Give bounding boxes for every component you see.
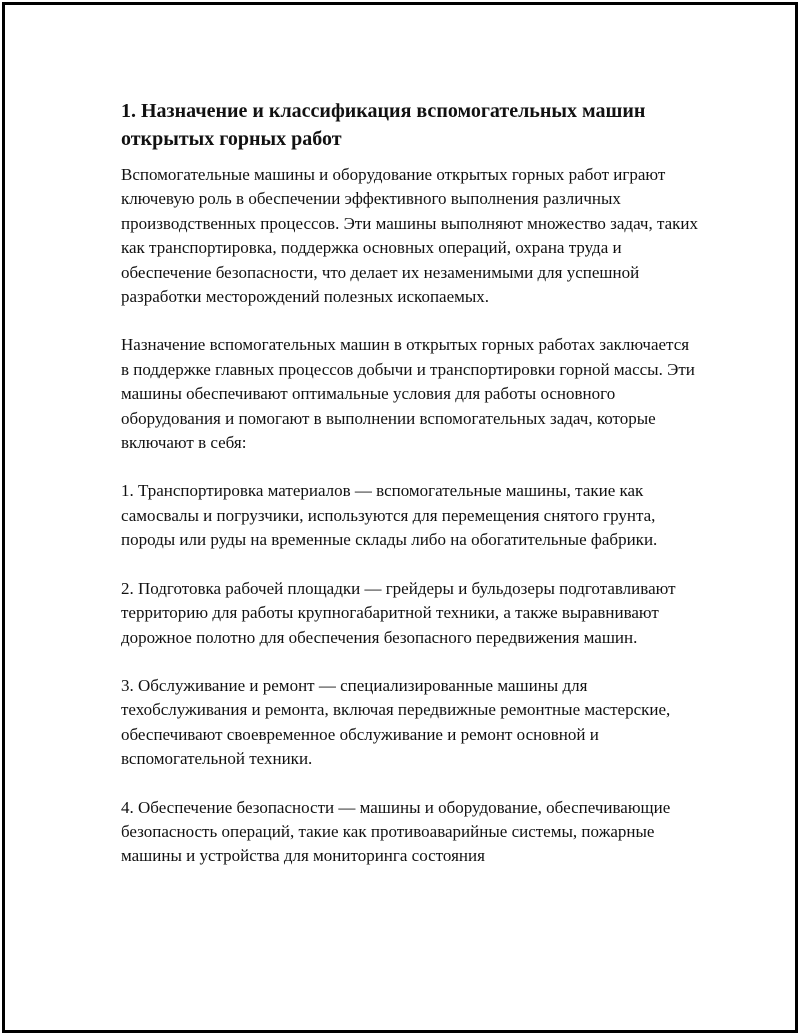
list-item-safety: 4. Обеспечение безопасности — машины и оборудование, обеспечивающие безопасность операций, такие как противоаварийные системы, пожарные машины и устройства для мониторинга состояния	[121, 797, 671, 866]
section-title: 1. Назначение и классификация вспомогательных машин открытых горных работ	[121, 100, 646, 150]
document-body	[121, 97, 701, 869]
list-item-site-preparation: 2. Подготовка рабочей площадки — грейдеры и бульдозеры подготавливают территорию для работы крупногабаритной техники, а также выравнивают дорожное полотно для обеспечения безопасного передвижения машин.	[121, 578, 676, 647]
list-item-maintenance: 3. Обслуживание и ремонт — специализированные машины для техобслуживания и ремонта, включая передвижные ремонтные мастерские, обеспечивают своевременное обслуживание и ремонт основной и вспомогательной техники.	[121, 675, 671, 769]
page-frame	[2, 2, 798, 1033]
purpose-paragraph: Назначение вспомогательных машин в открытых горных работах заключается в поддержке главных процессов добычи и транспортировки горной массы. Эти машины обеспечивают оптимальные условия для работы основного оборудования и помогают в выполнении вспомогательных задач, которые включают в себя:	[121, 335, 695, 453]
list-item-transport: 1. Транспортировка материалов — вспомогательные машины, такие как самосвалы и погрузчики, используются для перемещения снятого грунта, породы или руды на временные склады либо на обогатительные фабрики.	[121, 481, 658, 550]
intro-paragraph: Вспомогательные машины и оборудование открытых горных работ играют ключевую роль в обеспечении эффективного выполнения различных производственных процессов. Эти машины выполняют множество задач, таких как транспортировка, поддержка основных операций, охрана труда и обеспечение безопасности, что делает их незаменимыми для успешной разработки месторождений полезных ископаемых.	[121, 165, 699, 307]
